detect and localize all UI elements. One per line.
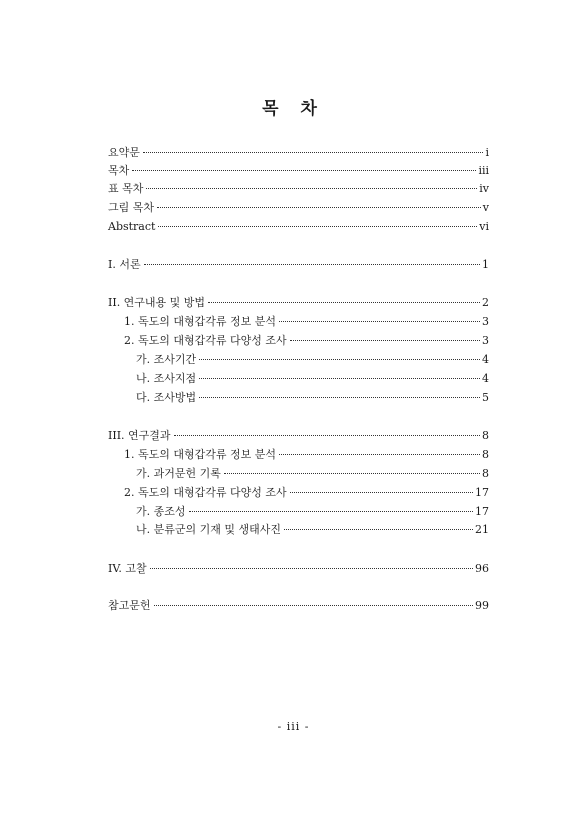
toc-entry-label: 1. 독도의 대형갑각류 정보 분석 xyxy=(124,448,276,461)
toc-entry-page: 96 xyxy=(475,562,489,575)
dot-leader xyxy=(150,567,473,569)
toc-entry-label: 참고문헌 xyxy=(108,599,151,612)
toc-entry-page: v xyxy=(482,201,489,214)
toc-entry xyxy=(108,145,489,161)
toc-entry-page: 17 xyxy=(475,505,489,518)
toc-entry-page: 21 xyxy=(475,523,489,536)
toc-entry-label: I. 서론 xyxy=(108,258,141,271)
toc-entry xyxy=(108,428,489,444)
toc-entry xyxy=(108,257,489,273)
toc-entry-page: iii xyxy=(478,164,489,177)
toc-entry xyxy=(136,371,489,387)
toc-entry-label: 나. 분류군의 기재 및 생태사진 xyxy=(136,523,281,536)
toc-entry-page: 5 xyxy=(482,391,489,404)
toc-entry-label: 그림 목차 xyxy=(108,201,155,214)
dot-leader xyxy=(199,396,480,398)
toc-entry-label: 가. 종조성 xyxy=(136,505,186,518)
toc-entry xyxy=(108,561,489,577)
dot-leader xyxy=(224,472,480,474)
toc-entry-page: 8 xyxy=(482,448,489,461)
toc-entry-page: 4 xyxy=(482,353,489,366)
page-title: 목 차 xyxy=(262,99,325,119)
toc-entry xyxy=(136,390,489,406)
page-number-footer: - iii - xyxy=(277,720,310,733)
toc-entry xyxy=(108,295,489,311)
toc-entry xyxy=(108,200,489,216)
toc-entry-label: II. 연구내용 및 방법 xyxy=(108,296,206,309)
dot-leader xyxy=(144,263,480,265)
dot-leader xyxy=(199,358,480,360)
dot-leader xyxy=(290,339,480,341)
dot-leader xyxy=(189,510,474,512)
toc-entry-page: vi xyxy=(479,220,489,233)
toc-entry-label: 1. 독도의 대형갑각류 정보 분석 xyxy=(124,315,276,328)
dot-leader xyxy=(279,453,480,455)
toc-entry xyxy=(136,504,489,520)
dot-leader xyxy=(154,604,473,606)
toc-entry-page: 8 xyxy=(482,429,489,442)
toc-entry xyxy=(124,447,489,463)
toc-entry-label: 2. 독도의 대형갑각류 다양성 조사 xyxy=(124,334,287,347)
toc-entry-label: 가. 과거문헌 기록 xyxy=(136,467,221,480)
toc-entry-page: i xyxy=(485,146,489,159)
toc-entry-page: 8 xyxy=(482,467,489,480)
dot-leader xyxy=(157,206,481,208)
toc-entry-label: 가. 조사기간 xyxy=(136,353,197,366)
toc-entry-page: 17 xyxy=(475,486,489,499)
toc-entry-page: iv xyxy=(479,182,489,195)
dot-leader xyxy=(279,320,480,322)
toc-entry-label: 2. 독도의 대형갑각류 다양성 조사 xyxy=(124,486,287,499)
toc-entry-label: 표 목차 xyxy=(108,182,144,195)
toc-entry xyxy=(124,333,489,349)
toc-entry xyxy=(124,314,489,330)
toc-entry-page: 2 xyxy=(482,296,489,309)
toc-entry xyxy=(136,352,489,368)
toc-entry-page: 4 xyxy=(482,372,489,385)
toc-entry xyxy=(136,522,489,538)
toc-entry-page: 99 xyxy=(475,599,489,612)
toc-entry-page: 1 xyxy=(482,258,489,271)
dot-leader xyxy=(208,301,480,303)
toc-entry-label: 목차 xyxy=(108,164,130,177)
dot-leader xyxy=(199,377,480,379)
toc-entry-label: 나. 조사지점 xyxy=(136,372,197,385)
dot-leader xyxy=(290,491,473,493)
dot-leader xyxy=(284,528,473,530)
toc-entry-label: 다. 조사방법 xyxy=(136,391,197,404)
dot-leader xyxy=(158,225,477,227)
dot-leader xyxy=(132,169,476,171)
toc-entry-label: IV. 고찰 xyxy=(108,562,147,575)
toc-entry-page: 3 xyxy=(482,334,489,347)
toc-entry-label: Abstract xyxy=(108,220,156,233)
toc-entry xyxy=(124,485,489,501)
toc-entry-page: 3 xyxy=(482,315,489,328)
toc-entry xyxy=(108,219,489,235)
toc-entry xyxy=(136,466,489,482)
dot-leader xyxy=(174,434,480,436)
dot-leader xyxy=(146,187,477,189)
dot-leader xyxy=(143,151,484,153)
toc-entry-label: III. 연구결과 xyxy=(108,429,171,442)
toc-entry xyxy=(108,598,489,614)
toc-entry xyxy=(108,163,489,179)
toc-entry xyxy=(108,181,489,197)
toc-entry-label: 요약문 xyxy=(108,146,140,159)
